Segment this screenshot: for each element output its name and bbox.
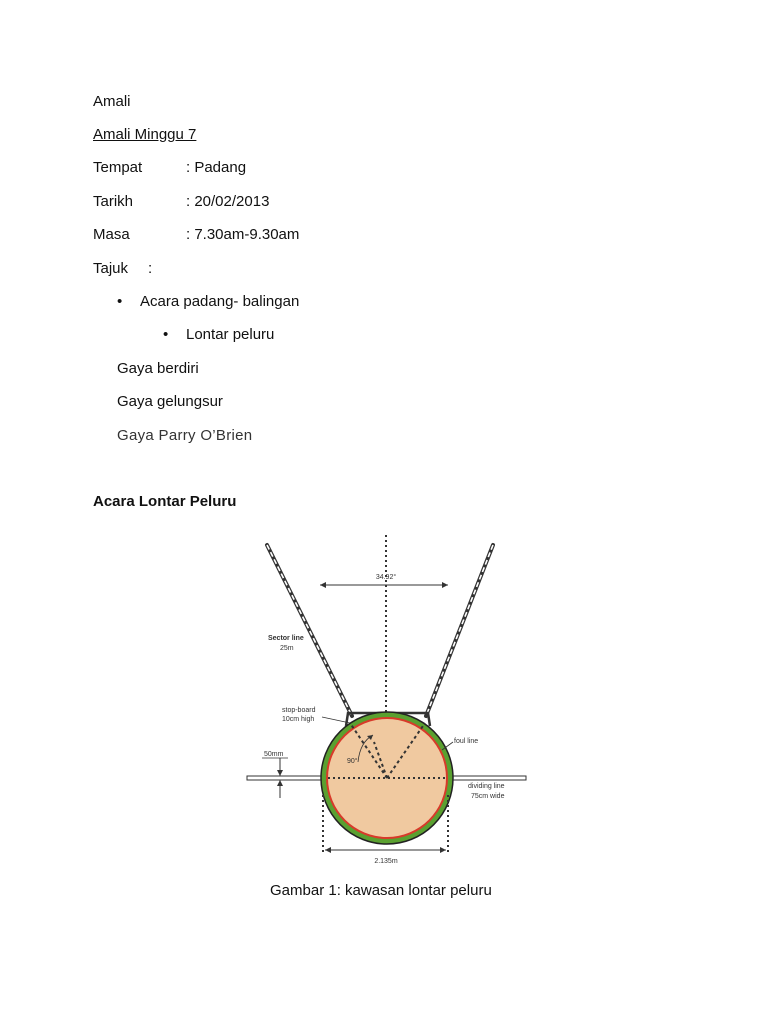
info-label-tarikh: Tarikh	[93, 193, 134, 210]
bullet-level1-icon: •	[117, 293, 123, 310]
foul-line-label: foul line	[454, 738, 479, 745]
tajuk-colon: :	[148, 260, 153, 277]
diameter-label: 2.135m	[374, 858, 398, 865]
tajuk-label: Tajuk	[93, 260, 129, 277]
angle-top-label: 34.92°	[375, 574, 397, 581]
bullet-level2-icon: •	[163, 326, 169, 343]
bullet-level2-text: Lontar peluru	[186, 326, 275, 343]
angle-90-label: 90°	[347, 758, 358, 765]
info-label-tempat: Tempat	[93, 159, 143, 176]
style-item-berdiri: Gaya berdiri	[117, 360, 199, 377]
page-subtitle: Amali Minggu 7	[93, 126, 197, 143]
sector-line-right	[426, 545, 493, 716]
mm50-label: 50mm	[264, 751, 284, 758]
figure-caption: Gambar 1: kawasan lontar peluru	[270, 882, 492, 899]
style-item-gelungsur: Gaya gelungsur	[117, 393, 223, 410]
sector-length-label: 25m	[280, 645, 294, 652]
sector-line-left	[267, 545, 352, 716]
stop-board-height-label: 10cm high	[282, 716, 315, 723]
section-heading: Acara Lontar Peluru	[93, 493, 237, 510]
info-label-masa: Masa	[93, 226, 130, 243]
shot-put-diagram	[240, 530, 532, 870]
info-value-masa: : 7.30am-9.30am	[186, 226, 300, 243]
dividing-width-label: 75cm wide	[471, 793, 505, 800]
info-value-tarikh: : 20/02/2013	[186, 193, 270, 210]
info-value-tempat: : Padang	[186, 159, 247, 176]
page-title: Amali	[93, 93, 131, 110]
style-item-parry-obrien: Gaya Parry O’Brien	[117, 427, 253, 444]
sector-line-label: Sector line	[268, 635, 304, 642]
dividing-line-label: dividing line	[468, 783, 505, 790]
stop-board-label: stop-board	[282, 707, 316, 714]
bullet-level1-text: Acara padang- balingan	[140, 293, 300, 310]
